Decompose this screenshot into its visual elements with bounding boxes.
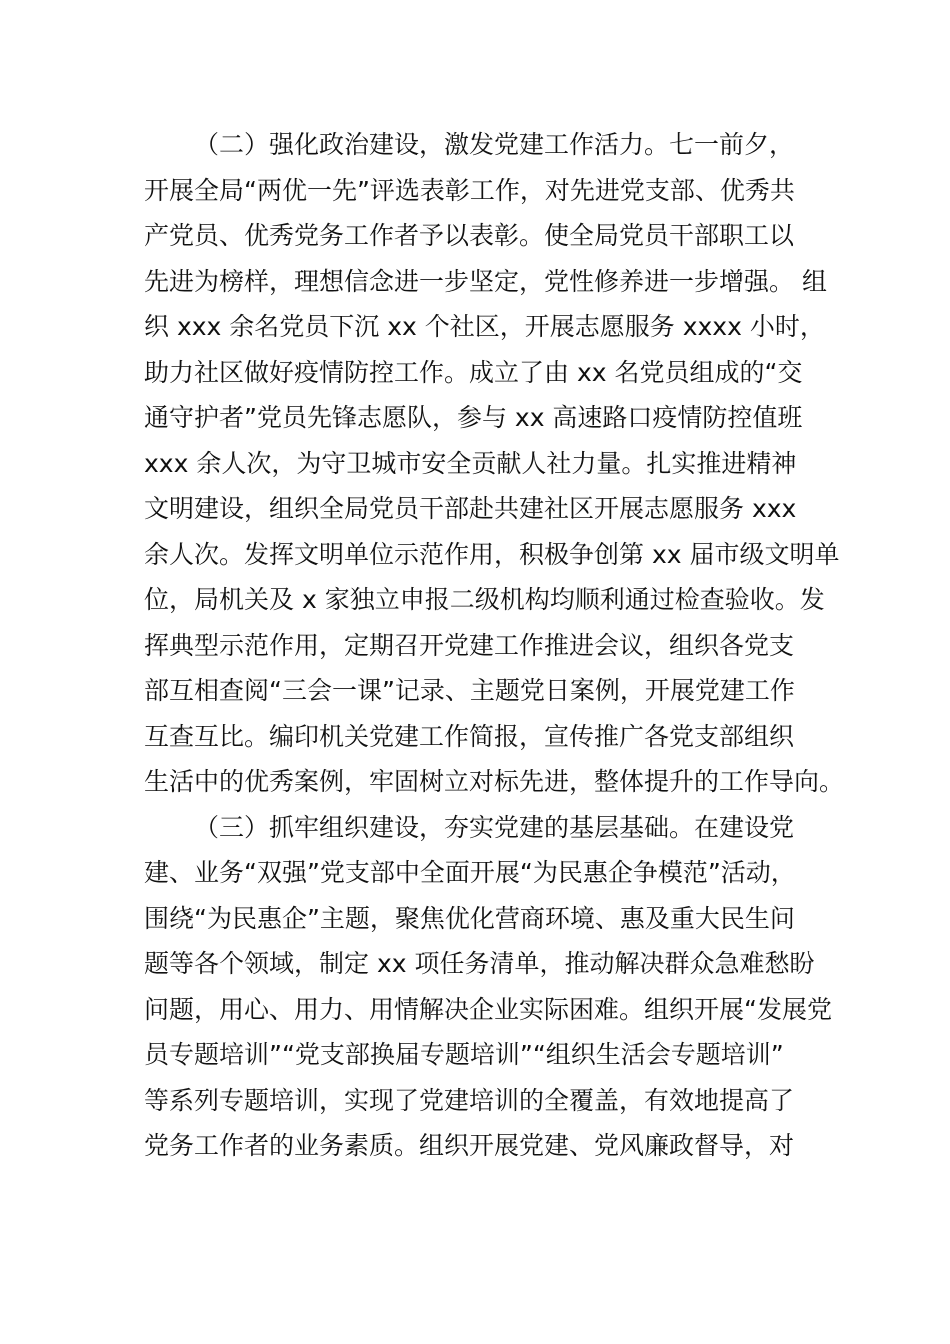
text-line: 题等各个领域，制定 xx 项任务清单，推动解决群众急难愁盼 bbox=[144, 949, 815, 978]
text-line: 员专题培训”“党支部换届专题培训”“组织生活会专题培训” bbox=[144, 1040, 784, 1069]
text-line: 助力社区做好疫情防控工作。成立了由 xx 名党员组成的“交 bbox=[144, 357, 803, 387]
text-line: 部互相查阅“三会一课”记录、主题党日案例，开展党建工作 bbox=[144, 676, 795, 705]
text-line: 先进为榜样，理想信念进一步坚定，党性修养进一步增强。 组 bbox=[144, 266, 827, 296]
text-line: 围绕“为民惠企”主题，聚焦优化营商环境、惠及重大民生问 bbox=[144, 903, 795, 933]
text-line: 生活中的优秀案例，牢固树立对标先进，整体提升的工作导向。 bbox=[144, 767, 845, 796]
paragraph-2-heading-line: （二）强化政治建设，激发党建工作活力。七一前夕， bbox=[194, 130, 795, 159]
text-line: 通守护者”党员先锋志愿队，参与 xx 高速路口疫情防控值班 bbox=[144, 403, 803, 432]
body-text bbox=[144, 122, 844, 1169]
text-line: 党务工作者的业务素质。组织开展党建、党风廉政督导，对 bbox=[144, 1131, 795, 1160]
text-line: 等系列专题培训，实现了党建培训的全覆盖，有效地提高了 bbox=[144, 1085, 795, 1115]
text-line: 建、业务“双强”党支部中全面开展“为民惠企争模范”活动， bbox=[144, 858, 796, 887]
text-line: 问题，用心、用力、用情解决企业实际困难。组织开展“发展党 bbox=[144, 994, 832, 1024]
text-line: 余人次。发挥文明单位示范作用，积极争创第 xx 届市级文明单 bbox=[144, 539, 840, 569]
text-line: xxx 余人次，为守卫城市安全贡献人社力量。扎实推进精神 bbox=[144, 448, 797, 478]
text-line: 文明建设，组织全局党员干部赴共建社区开展志愿服务 xxx bbox=[144, 494, 797, 523]
text-line: 织 xxx 余名党员下沉 xx 个社区，开展志愿服务 xxxx 小时， bbox=[144, 312, 825, 341]
text-line: 互查互比。编印机关党建工作简报，宣传推广各党支部组织 bbox=[144, 721, 795, 751]
text-line: 挥典型示范作用，定期召开党建工作推进会议，组织各党支 bbox=[144, 630, 795, 660]
paragraph-3-heading-line: （三）抓牢组织建设，夯实党建的基层基础。在建设党 bbox=[194, 812, 795, 842]
text-line: 开展全局“两优一先”评选表彰工作，对先进党支部、优秀共 bbox=[144, 175, 795, 205]
text-line: 产党员、优秀党务工作者予以表彰。使全局党员干部职工以 bbox=[144, 221, 795, 250]
text-line: 位，局机关及 x 家独立申报二级机构均顺利通过检查验收。发 bbox=[144, 585, 825, 614]
